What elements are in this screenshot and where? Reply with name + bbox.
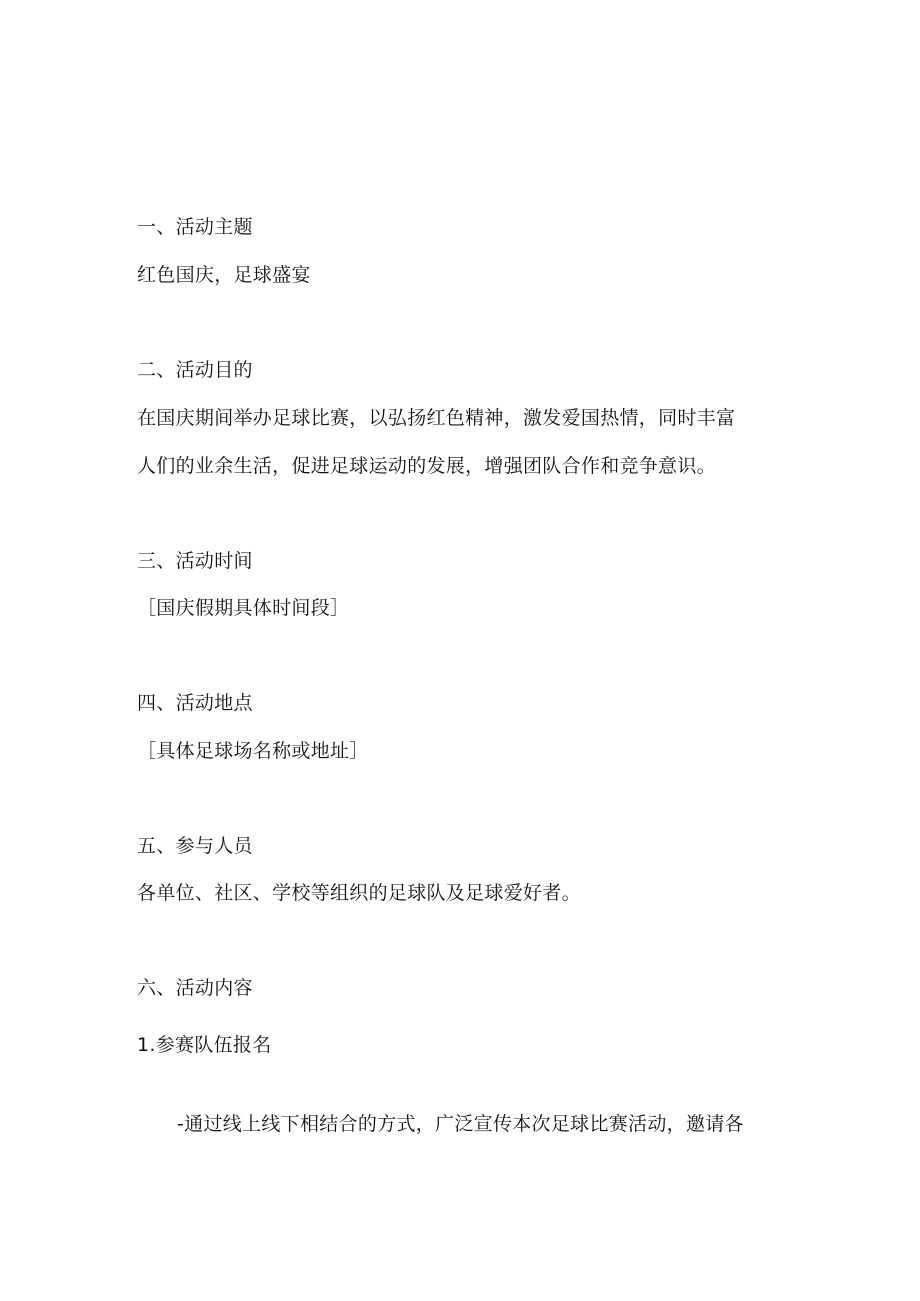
section-heading-theme: 一、活动主题 bbox=[137, 216, 253, 238]
section-body-time: ［国庆假期具体时间段］ bbox=[137, 597, 350, 619]
section-heading-time: 三、活动时间 bbox=[137, 550, 253, 572]
section-heading-purpose: 二、活动目的 bbox=[137, 359, 253, 381]
section-subheading-registration: 1.参赛队伍报名 bbox=[137, 1034, 272, 1056]
section-body-participants: 各单位、社区、学校等组织的足球队及足球爱好者。 bbox=[137, 882, 581, 904]
section-body-purpose-line-2: 人们的业余生活，促进足球运动的发展，增强团队合作和竞争意识。 bbox=[137, 455, 717, 477]
section-heading-participants: 五、参与人员 bbox=[137, 835, 253, 857]
section-body-location: ［具体足球场名称或地址］ bbox=[137, 740, 369, 762]
section-body-registration: -通过线上线下相结合的方式，广泛宣传本次足球比赛活动，邀请各 bbox=[177, 1113, 744, 1135]
section-body-theme: 红色国庆，足球盛宴 bbox=[137, 264, 311, 286]
section-heading-location: 四、活动地点 bbox=[137, 692, 253, 714]
section-heading-content: 六、活动内容 bbox=[137, 977, 253, 999]
section-body-purpose-line-1: 在国庆期间举办足球比赛，以弘扬红色精神，激发爱国热情，同时丰富 bbox=[137, 407, 736, 429]
